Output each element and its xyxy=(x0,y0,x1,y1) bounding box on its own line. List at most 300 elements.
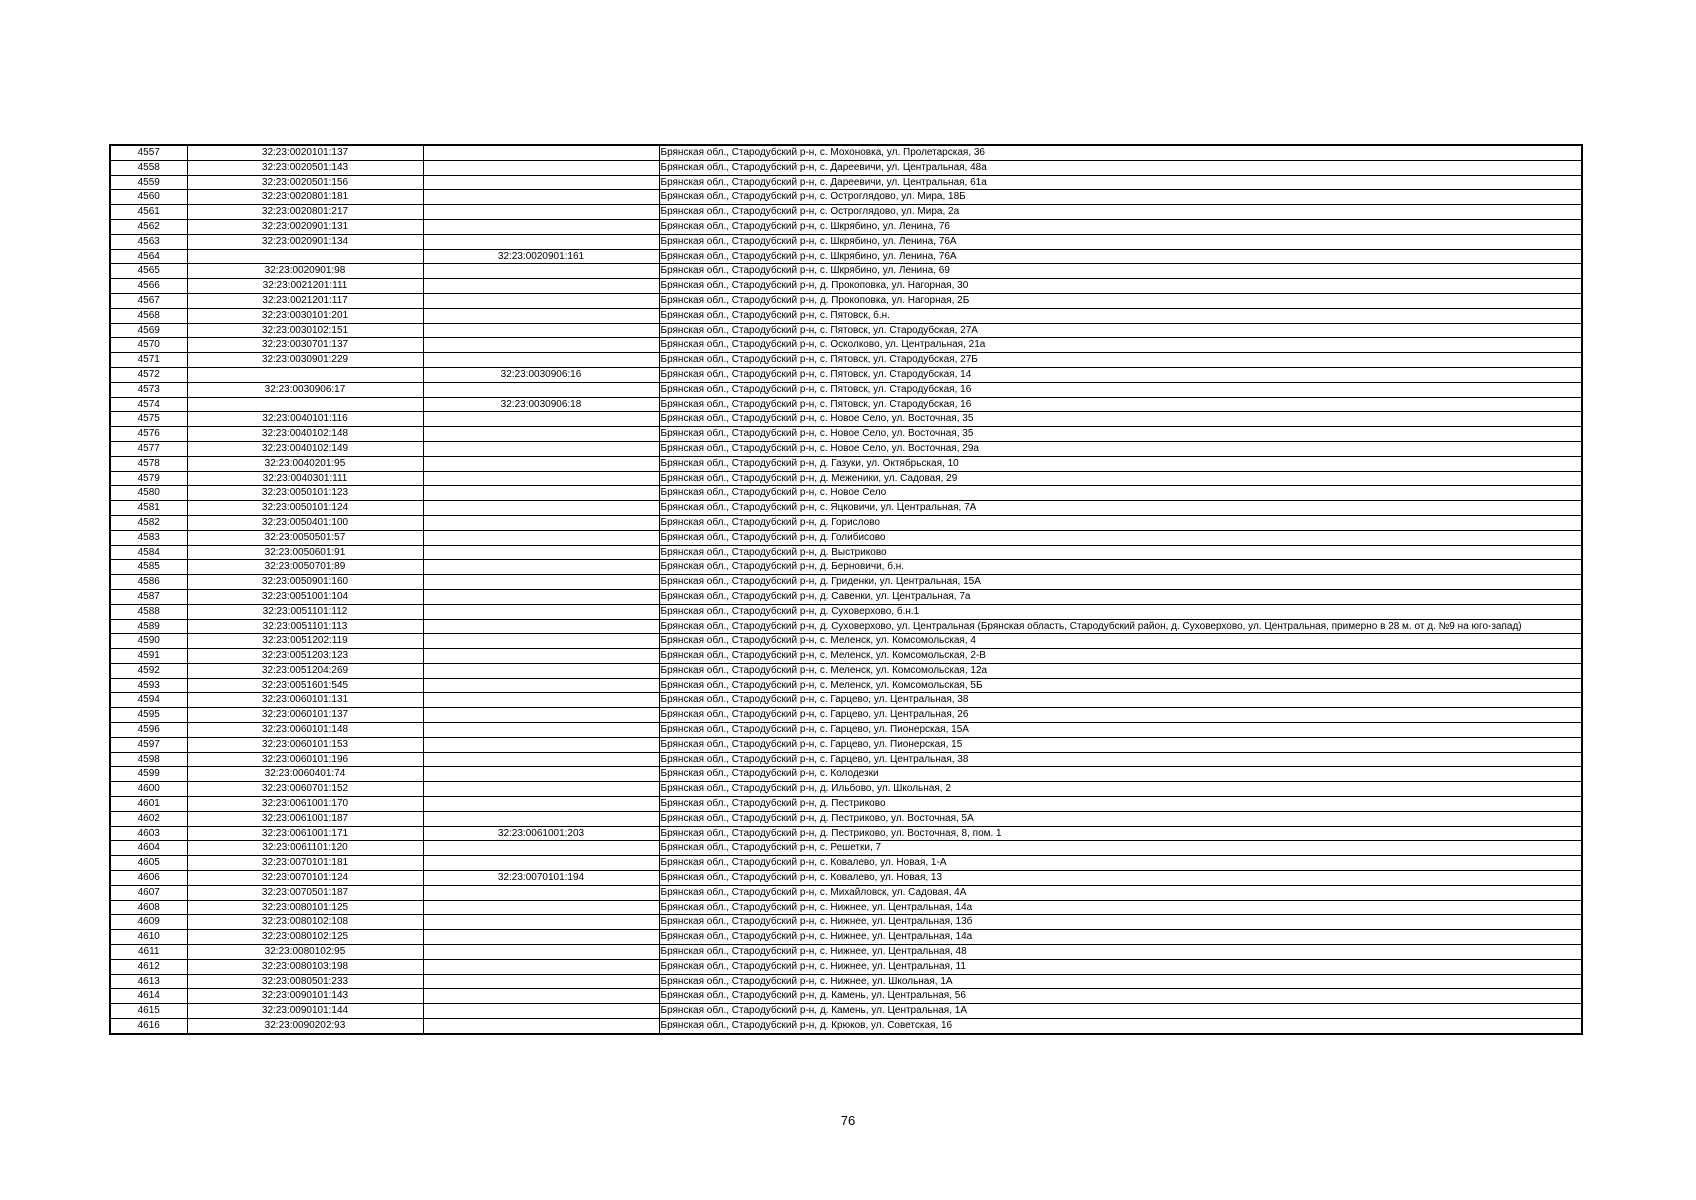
row-number-cell: 4570 xyxy=(110,338,187,353)
related-cadastral-number-cell xyxy=(423,515,659,530)
table-row xyxy=(110,752,1582,767)
cadastral-number-cell: 32:23:0060101:137 xyxy=(187,708,423,723)
address-cell: Брянская обл., Стародубский р-н, с. Мохоновка, ул. Пролетарская, 36 xyxy=(659,145,1582,160)
related-cadastral-number-cell xyxy=(423,545,659,560)
related-cadastral-number-cell xyxy=(423,619,659,634)
cadastral-number-cell: 32:23:0060101:153 xyxy=(187,737,423,752)
address-cell: Брянская обл., Стародубский р-н, с. Пятовск, ул. Стародубская, 14 xyxy=(659,367,1582,382)
table-row xyxy=(110,693,1582,708)
cadastral-number-cell: 32:23:0020901:98 xyxy=(187,264,423,279)
address-cell: Брянская обл., Стародубский р-н, с. Остроглядово, ул. Мира, 18Б xyxy=(659,190,1582,205)
row-number-cell: 4606 xyxy=(110,871,187,886)
related-cadastral-number-cell xyxy=(423,900,659,915)
cadastral-number-cell: 32:23:0050901:160 xyxy=(187,575,423,590)
row-number-cell: 4580 xyxy=(110,486,187,501)
related-cadastral-number-cell xyxy=(423,441,659,456)
address-cell: Брянская обл., Стародубский р-н, д. Берновичи, б.н. xyxy=(659,560,1582,575)
table-row xyxy=(110,678,1582,693)
cadastral-number-cell: 32:23:0050501:57 xyxy=(187,530,423,545)
cadastral-number-cell: 32:23:0070101:124 xyxy=(187,871,423,886)
cadastral-number-cell: 32:23:0080102:125 xyxy=(187,930,423,945)
address-cell: Брянская обл., Стародубский р-н, с. Новое Село, ул. Восточная, 29а xyxy=(659,441,1582,456)
related-cadastral-number-cell xyxy=(423,501,659,516)
row-number-cell: 4568 xyxy=(110,308,187,323)
address-cell: Брянская обл., Стародубский р-н, с. Нижнее, ул. Центральная, 14а xyxy=(659,900,1582,915)
address-cell: Брянская обл., Стародубский р-н, с. Колодезки xyxy=(659,767,1582,782)
row-number-cell: 4603 xyxy=(110,826,187,841)
address-cell: Брянская обл., Стародубский р-н, с. Новое Село, ул. Восточная, 35 xyxy=(659,412,1582,427)
row-number-cell: 4610 xyxy=(110,930,187,945)
table-row xyxy=(110,841,1582,856)
cadastral-number-cell: 32:23:0050101:124 xyxy=(187,501,423,516)
table-row xyxy=(110,708,1582,723)
cadastral-number-cell: 32:23:0050401:100 xyxy=(187,515,423,530)
row-number-cell: 4575 xyxy=(110,412,187,427)
address-cell: Брянская обл., Стародубский р-н, д. Ильбово, ул. Школьная, 2 xyxy=(659,782,1582,797)
cadastral-number-cell: 32:23:0051101:113 xyxy=(187,619,423,634)
table-row xyxy=(110,367,1582,382)
row-number-cell: 4573 xyxy=(110,382,187,397)
row-number-cell: 4563 xyxy=(110,234,187,249)
table-row xyxy=(110,575,1582,590)
row-number-cell: 4609 xyxy=(110,915,187,930)
cadastral-number-cell: 32:23:0040201:95 xyxy=(187,456,423,471)
related-cadastral-number-cell xyxy=(423,530,659,545)
cadastral-number-cell: 32:23:0021201:111 xyxy=(187,279,423,294)
related-cadastral-number-cell xyxy=(423,234,659,249)
address-cell: Брянская обл., Стародубский р-н, д. Пестриково xyxy=(659,797,1582,812)
row-number-cell: 4559 xyxy=(110,175,187,190)
related-cadastral-number-cell xyxy=(423,264,659,279)
table-row xyxy=(110,382,1582,397)
related-cadastral-number-cell xyxy=(423,456,659,471)
cadastral-number-cell: 32:23:0051001:104 xyxy=(187,589,423,604)
address-cell: Брянская обл., Стародубский р-н, с. Меленск, ул. Комсомольская, 5Б xyxy=(659,678,1582,693)
related-cadastral-number-cell xyxy=(423,471,659,486)
row-number-cell: 4578 xyxy=(110,456,187,471)
row-number-cell: 4564 xyxy=(110,249,187,264)
address-cell: Брянская обл., Стародубский р-н, с. Яцковичи, ул. Центральная, 7А xyxy=(659,501,1582,516)
related-cadastral-number-cell xyxy=(423,560,659,575)
related-cadastral-number-cell xyxy=(423,175,659,190)
row-number-cell: 4571 xyxy=(110,353,187,368)
cadastral-number-cell: 32:23:0080102:95 xyxy=(187,945,423,960)
cadastral-number-cell: 32:23:0020101:137 xyxy=(187,145,423,160)
related-cadastral-number-cell xyxy=(423,145,659,160)
related-cadastral-number-cell xyxy=(423,353,659,368)
table-row xyxy=(110,1019,1582,1034)
row-number-cell: 4569 xyxy=(110,323,187,338)
row-number-cell: 4583 xyxy=(110,530,187,545)
table-row xyxy=(110,885,1582,900)
related-cadastral-number-cell xyxy=(423,752,659,767)
cadastral-number-cell: 32:23:0021201:117 xyxy=(187,293,423,308)
address-cell: Брянская обл., Стародубский р-н, с. Нижнее, ул. Школьная, 1А xyxy=(659,974,1582,989)
table-row xyxy=(110,634,1582,649)
row-number-cell: 4589 xyxy=(110,619,187,634)
related-cadastral-number-cell xyxy=(423,841,659,856)
cadastral-number-cell: 32:23:0051204:269 xyxy=(187,663,423,678)
row-number-cell: 4601 xyxy=(110,797,187,812)
table-row xyxy=(110,974,1582,989)
address-cell: Брянская обл., Стародубский р-н, д. Газуки, ул. Октябрьская, 10 xyxy=(659,456,1582,471)
table-row xyxy=(110,515,1582,530)
table-row xyxy=(110,175,1582,190)
table-row xyxy=(110,1004,1582,1019)
address-cell: Брянская обл., Стародубский р-н, д. Меженики, ул. Садовая, 29 xyxy=(659,471,1582,486)
table-row xyxy=(110,427,1582,442)
related-cadastral-number-cell xyxy=(423,427,659,442)
table-row xyxy=(110,560,1582,575)
table-row xyxy=(110,530,1582,545)
related-cadastral-number-cell: 32:23:0030906:18 xyxy=(423,397,659,412)
address-cell: Брянская обл., Стародубский р-н, с. Шкрябино, ул. Ленина, 69 xyxy=(659,264,1582,279)
related-cadastral-number-cell xyxy=(423,382,659,397)
row-number-cell: 4586 xyxy=(110,575,187,590)
table-row xyxy=(110,900,1582,915)
row-number-cell: 4565 xyxy=(110,264,187,279)
related-cadastral-number-cell xyxy=(423,959,659,974)
related-cadastral-number-cell xyxy=(423,856,659,871)
related-cadastral-number-cell xyxy=(423,782,659,797)
address-cell: Брянская обл., Стародубский р-н, д. Гриденки, ул. Центральная, 15А xyxy=(659,575,1582,590)
related-cadastral-number-cell: 32:23:0030906:16 xyxy=(423,367,659,382)
table-row xyxy=(110,145,1582,160)
address-cell: Брянская обл., Стародубский р-н, д. Крюков, ул. Советская, 16 xyxy=(659,1019,1582,1034)
address-cell: Брянская обл., Стародубский р-н, с. Меленск, ул. Комсомольская, 12а xyxy=(659,663,1582,678)
table-row xyxy=(110,338,1582,353)
row-number-cell: 4566 xyxy=(110,279,187,294)
cadastral-number-cell: 32:23:0040301:111 xyxy=(187,471,423,486)
address-cell: Брянская обл., Стародубский р-н, с. Остроглядово, ул. Мира, 2а xyxy=(659,205,1582,220)
table-row xyxy=(110,249,1582,264)
related-cadastral-number-cell xyxy=(423,797,659,812)
row-number-cell: 4597 xyxy=(110,737,187,752)
related-cadastral-number-cell xyxy=(423,885,659,900)
row-number-cell: 4588 xyxy=(110,604,187,619)
table-row xyxy=(110,782,1582,797)
address-cell: Брянская обл., Стародубский р-н, с. Шкрябино, ул. Ленина, 76А xyxy=(659,234,1582,249)
address-cell: Брянская обл., Стародубский р-н, с. Решетки, 7 xyxy=(659,841,1582,856)
table-row xyxy=(110,826,1582,841)
cadastral-number-cell: 32:23:0061101:120 xyxy=(187,841,423,856)
row-number-cell: 4602 xyxy=(110,811,187,826)
table-row xyxy=(110,545,1582,560)
address-cell: Брянская обл., Стародубский р-н, с. Гарцево, ул. Пионерская, 15 xyxy=(659,737,1582,752)
address-cell: Брянская обл., Стародубский р-н, с. Нижнее, ул. Центральная, 14а xyxy=(659,930,1582,945)
row-number-cell: 4576 xyxy=(110,427,187,442)
row-number-cell: 4595 xyxy=(110,708,187,723)
related-cadastral-number-cell xyxy=(423,604,659,619)
table-row xyxy=(110,441,1582,456)
address-cell: Брянская обл., Стародубский р-н, с. Гарцево, ул. Центральная, 26 xyxy=(659,708,1582,723)
table-row xyxy=(110,264,1582,279)
related-cadastral-number-cell: 32:23:0070101:194 xyxy=(423,871,659,886)
table-row xyxy=(110,234,1582,249)
cadastral-number-cell: 32:23:0060101:131 xyxy=(187,693,423,708)
cadastral-number-cell: 32:23:0030102:151 xyxy=(187,323,423,338)
related-cadastral-number-cell: 32:23:0061001:203 xyxy=(423,826,659,841)
related-cadastral-number-cell xyxy=(423,486,659,501)
related-cadastral-number-cell xyxy=(423,160,659,175)
property-table-body xyxy=(110,145,1582,1034)
cadastral-number-cell: 32:23:0090101:143 xyxy=(187,989,423,1004)
cadastral-number-cell: 32:23:0030101:201 xyxy=(187,308,423,323)
cadastral-number-cell: 32:23:0090101:144 xyxy=(187,1004,423,1019)
table-row xyxy=(110,323,1582,338)
table-row xyxy=(110,456,1582,471)
related-cadastral-number-cell xyxy=(423,708,659,723)
cadastral-number-cell: 32:23:0020901:134 xyxy=(187,234,423,249)
cadastral-number-cell: 32:23:0051203:123 xyxy=(187,649,423,664)
address-cell: Брянская обл., Стародубский р-н, с. Дареевичи, ул. Центральная, 48а xyxy=(659,160,1582,175)
row-number-cell: 4581 xyxy=(110,501,187,516)
table-row xyxy=(110,353,1582,368)
row-number-cell: 4594 xyxy=(110,693,187,708)
related-cadastral-number-cell xyxy=(423,279,659,294)
table-row xyxy=(110,767,1582,782)
row-number-cell: 4572 xyxy=(110,367,187,382)
cadastral-number-cell: 32:23:0040102:148 xyxy=(187,427,423,442)
related-cadastral-number-cell xyxy=(423,663,659,678)
address-cell: Брянская обл., Стародубский р-н, д. Прокоповка, ул. Нагорная, 2Б xyxy=(659,293,1582,308)
row-number-cell: 4585 xyxy=(110,560,187,575)
related-cadastral-number-cell xyxy=(423,412,659,427)
row-number-cell: 4613 xyxy=(110,974,187,989)
row-number-cell: 4557 xyxy=(110,145,187,160)
related-cadastral-number-cell xyxy=(423,767,659,782)
related-cadastral-number-cell xyxy=(423,1004,659,1019)
address-cell: Брянская обл., Стародубский р-н, с. Нижнее, ул. Центральная, 11 xyxy=(659,959,1582,974)
table-row xyxy=(110,619,1582,634)
address-cell: Брянская обл., Стародубский р-н, с. Новое Село xyxy=(659,486,1582,501)
cadastral-number-cell: 32:23:0020901:131 xyxy=(187,219,423,234)
related-cadastral-number-cell xyxy=(423,323,659,338)
row-number-cell: 4567 xyxy=(110,293,187,308)
row-number-cell: 4562 xyxy=(110,219,187,234)
address-cell: Брянская обл., Стародубский р-н, с. Пятовск, ул. Стародубская, 16 xyxy=(659,397,1582,412)
cadastral-number-cell: 32:23:0020501:143 xyxy=(187,160,423,175)
table-row xyxy=(110,930,1582,945)
address-cell: Брянская обл., Стародубский р-н, с. Гарцево, ул. Центральная, 38 xyxy=(659,752,1582,767)
address-cell: Брянская обл., Стародубский р-н, с. Нижнее, ул. Центральная, 13б xyxy=(659,915,1582,930)
related-cadastral-number-cell xyxy=(423,308,659,323)
table-row xyxy=(110,589,1582,604)
related-cadastral-number-cell xyxy=(423,589,659,604)
cadastral-number-cell xyxy=(187,397,423,412)
cadastral-number-cell: 32:23:0061001:171 xyxy=(187,826,423,841)
related-cadastral-number-cell xyxy=(423,205,659,220)
address-cell: Брянская обл., Стародубский р-н, с. Гарцево, ул. Пионерская, 15А xyxy=(659,723,1582,738)
row-number-cell: 4582 xyxy=(110,515,187,530)
table-row xyxy=(110,219,1582,234)
table-row xyxy=(110,649,1582,664)
cadastral-number-cell: 32:23:0060701:152 xyxy=(187,782,423,797)
row-number-cell: 4593 xyxy=(110,678,187,693)
row-number-cell: 4574 xyxy=(110,397,187,412)
row-number-cell: 4600 xyxy=(110,782,187,797)
table-row xyxy=(110,308,1582,323)
cadastral-number-cell: 32:23:0050601:91 xyxy=(187,545,423,560)
address-cell: Брянская обл., Стародубский р-н, с. Осколково, ул. Центральная, 21а xyxy=(659,338,1582,353)
table-row xyxy=(110,205,1582,220)
address-cell: Брянская обл., Стародубский р-н, с. Нижнее, ул. Центральная, 48 xyxy=(659,945,1582,960)
related-cadastral-number-cell xyxy=(423,811,659,826)
row-number-cell: 4579 xyxy=(110,471,187,486)
table-row xyxy=(110,989,1582,1004)
table-row xyxy=(110,471,1582,486)
cadastral-number-cell: 32:23:0050101:123 xyxy=(187,486,423,501)
address-cell: Брянская обл., Стародубский р-н, с. Меленск, ул. Комсомольская, 4 xyxy=(659,634,1582,649)
row-number-cell: 4607 xyxy=(110,885,187,900)
cadastral-number-cell: 32:23:0090202:93 xyxy=(187,1019,423,1034)
related-cadastral-number-cell: 32:23:0020901:161 xyxy=(423,249,659,264)
cadastral-number-cell: 32:23:0020801:181 xyxy=(187,190,423,205)
table-row xyxy=(110,959,1582,974)
cadastral-number-cell: 32:23:0020501:156 xyxy=(187,175,423,190)
address-cell: Брянская обл., Стародубский р-н, д. Камень, ул. Центральная, 56 xyxy=(659,989,1582,1004)
table-row xyxy=(110,486,1582,501)
cadastral-number-cell: 32:23:0030901:229 xyxy=(187,353,423,368)
row-number-cell: 4615 xyxy=(110,1004,187,1019)
cadastral-number-cell: 32:23:0030906:17 xyxy=(187,382,423,397)
address-cell: Брянская обл., Стародубский р-н, с. Шкрябино, ул. Ленина, 76 xyxy=(659,219,1582,234)
address-cell: Брянская обл., Стародубский р-н, д. Голибисово xyxy=(659,530,1582,545)
row-number-cell: 4598 xyxy=(110,752,187,767)
cadastral-number-cell: 32:23:0070501:187 xyxy=(187,885,423,900)
row-number-cell: 4596 xyxy=(110,723,187,738)
cadastral-number-cell: 32:23:0080102:108 xyxy=(187,915,423,930)
related-cadastral-number-cell xyxy=(423,293,659,308)
row-number-cell: 4608 xyxy=(110,900,187,915)
address-cell: Брянская обл., Стародубский р-н, с. Пятовск, ул. Стародубская, 27Б xyxy=(659,353,1582,368)
cadastral-number-cell xyxy=(187,249,423,264)
address-cell: Брянская обл., Стародубский р-н, д. Горислово xyxy=(659,515,1582,530)
row-number-cell: 4584 xyxy=(110,545,187,560)
row-number-cell: 4616 xyxy=(110,1019,187,1034)
table-row xyxy=(110,871,1582,886)
cadastral-number-cell: 32:23:0050701:89 xyxy=(187,560,423,575)
related-cadastral-number-cell xyxy=(423,737,659,752)
table-row xyxy=(110,723,1582,738)
address-cell: Брянская обл., Стародубский р-н, д. Суховерхово, ул. Центральная (Брянская область, Стародубский район, д. Суховерхово, ул. Центральная, примерно в 28 м. от д. №9 на юго-запад) xyxy=(659,619,1582,634)
related-cadastral-number-cell xyxy=(423,575,659,590)
cadastral-number-cell: 32:23:0051101:112 xyxy=(187,604,423,619)
related-cadastral-number-cell xyxy=(423,338,659,353)
row-number-cell: 4558 xyxy=(110,160,187,175)
address-cell: Брянская обл., Стародубский р-н, д. Пестриково, ул. Восточная, 8, пом. 1 xyxy=(659,826,1582,841)
address-cell: Брянская обл., Стародубский р-н, с. Пятовск, ул. Стародубская, 16 xyxy=(659,382,1582,397)
address-cell: Брянская обл., Стародубский р-н, с. Пятовск, ул. Стародубская, 27А xyxy=(659,323,1582,338)
address-cell: Брянская обл., Стародубский р-н, д. Прокоповка, ул. Нагорная, 30 xyxy=(659,279,1582,294)
cadastral-number-cell: 32:23:0030701:137 xyxy=(187,338,423,353)
table-row xyxy=(110,501,1582,516)
address-cell: Брянская обл., Стародубский р-н, д. Савенки, ул. Центральная, 7а xyxy=(659,589,1582,604)
related-cadastral-number-cell xyxy=(423,634,659,649)
table-row xyxy=(110,811,1582,826)
table-row xyxy=(110,190,1582,205)
table-row xyxy=(110,397,1582,412)
address-cell: Брянская обл., Стародубский р-н, с. Ковалево, ул. Новая, 13 xyxy=(659,871,1582,886)
table-row xyxy=(110,945,1582,960)
related-cadastral-number-cell xyxy=(423,1019,659,1034)
row-number-cell: 4577 xyxy=(110,441,187,456)
cadastral-number-cell xyxy=(187,367,423,382)
cadastral-number-cell: 32:23:0040102:149 xyxy=(187,441,423,456)
address-cell: Брянская обл., Стародубский р-н, с. Дареевичи, ул. Центральная, 61а xyxy=(659,175,1582,190)
page-number: 76 xyxy=(840,1113,856,1128)
row-number-cell: 4604 xyxy=(110,841,187,856)
row-number-cell: 4599 xyxy=(110,767,187,782)
cadastral-number-cell: 32:23:0080501:233 xyxy=(187,974,423,989)
related-cadastral-number-cell xyxy=(423,723,659,738)
table-row xyxy=(110,604,1582,619)
related-cadastral-number-cell xyxy=(423,989,659,1004)
related-cadastral-number-cell xyxy=(423,693,659,708)
row-number-cell: 4611 xyxy=(110,945,187,960)
address-cell: Брянская обл., Стародубский р-н, с. Шкрябино, ул. Ленина, 76А xyxy=(659,249,1582,264)
row-number-cell: 4605 xyxy=(110,856,187,871)
table-row xyxy=(110,797,1582,812)
row-number-cell: 4614 xyxy=(110,989,187,1004)
related-cadastral-number-cell xyxy=(423,190,659,205)
cadastral-number-cell: 32:23:0061001:170 xyxy=(187,797,423,812)
address-cell: Брянская обл., Стародубский р-н, д. Камень, ул. Центральная, 1А xyxy=(659,1004,1582,1019)
related-cadastral-number-cell xyxy=(423,678,659,693)
table-row xyxy=(110,663,1582,678)
address-cell: Брянская обл., Стародубский р-н, с. Ковалево, ул. Новая, 1-А xyxy=(659,856,1582,871)
cadastral-number-cell: 32:23:0020801:217 xyxy=(187,205,423,220)
table-row xyxy=(110,279,1582,294)
table-row xyxy=(110,737,1582,752)
row-number-cell: 4612 xyxy=(110,959,187,974)
table-row xyxy=(110,915,1582,930)
related-cadastral-number-cell xyxy=(423,945,659,960)
related-cadastral-number-cell xyxy=(423,915,659,930)
address-cell: Брянская обл., Стародубский р-н, д. Выстриково xyxy=(659,545,1582,560)
table-row xyxy=(110,412,1582,427)
cadastral-number-cell: 32:23:0051601:545 xyxy=(187,678,423,693)
cadastral-number-cell: 32:23:0061001:187 xyxy=(187,811,423,826)
related-cadastral-number-cell xyxy=(423,974,659,989)
address-cell: Брянская обл., Стародубский р-н, д. Пестриково, ул. Восточная, 5А xyxy=(659,811,1582,826)
cadastral-number-cell: 32:23:0080101:125 xyxy=(187,900,423,915)
address-cell: Брянская обл., Стародубский р-н, с. Гарцево, ул. Центральная, 38 xyxy=(659,693,1582,708)
address-cell: Брянская обл., Стародубский р-н, с. Новое Село, ул. Восточная, 35 xyxy=(659,427,1582,442)
property-table xyxy=(109,144,1583,1035)
address-cell: Брянская обл., Стародубский р-н, д. Суховерхово, б.н.1 xyxy=(659,604,1582,619)
related-cadastral-number-cell xyxy=(423,219,659,234)
cadastral-number-cell: 32:23:0060401:74 xyxy=(187,767,423,782)
row-number-cell: 4592 xyxy=(110,663,187,678)
row-number-cell: 4560 xyxy=(110,190,187,205)
address-cell: Брянская обл., Стародубский р-н, с. Меленск, ул. Комсомольская, 2-В xyxy=(659,649,1582,664)
cadastral-number-cell: 32:23:0040101:116 xyxy=(187,412,423,427)
cadastral-number-cell: 32:23:0060101:196 xyxy=(187,752,423,767)
address-cell: Брянская обл., Стародубский р-н, с. Михайловск, ул. Садовая, 4А xyxy=(659,885,1582,900)
table-row xyxy=(110,856,1582,871)
related-cadastral-number-cell xyxy=(423,930,659,945)
cadastral-number-cell: 32:23:0051202:119 xyxy=(187,634,423,649)
row-number-cell: 4590 xyxy=(110,634,187,649)
row-number-cell: 4561 xyxy=(110,205,187,220)
table-row xyxy=(110,160,1582,175)
table-row xyxy=(110,293,1582,308)
cadastral-number-cell: 32:23:0080103:198 xyxy=(187,959,423,974)
cadastral-number-cell: 32:23:0070101:181 xyxy=(187,856,423,871)
row-number-cell: 4587 xyxy=(110,589,187,604)
related-cadastral-number-cell xyxy=(423,649,659,664)
